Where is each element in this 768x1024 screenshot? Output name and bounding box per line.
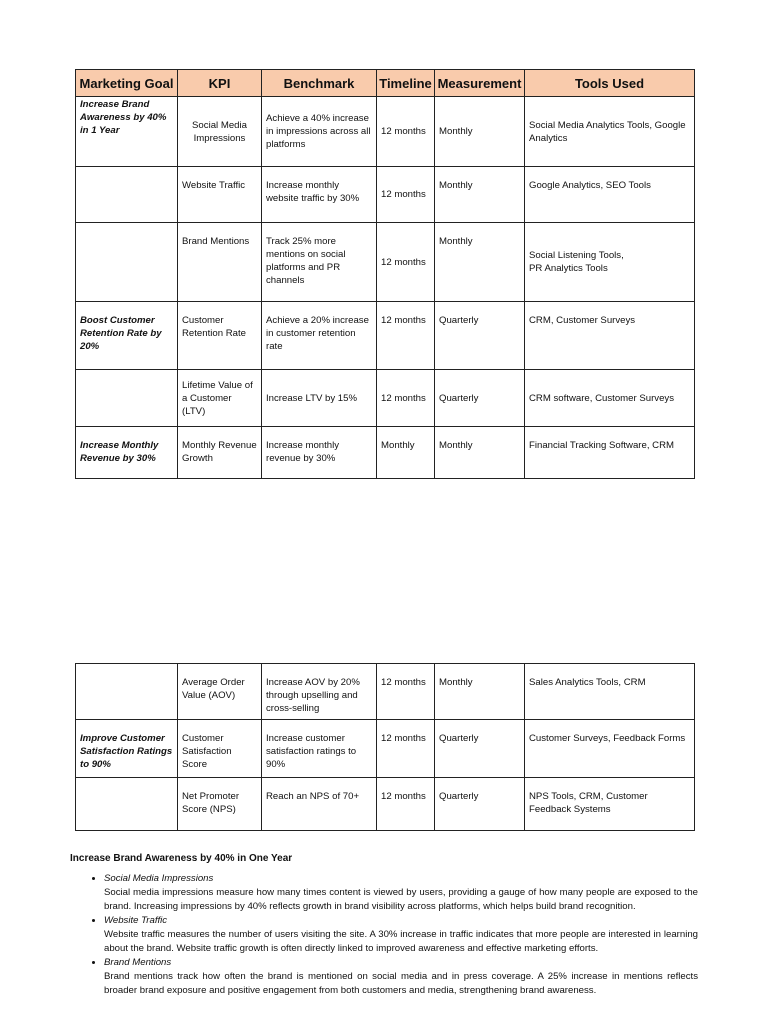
tools-cell: Customer Surveys, Feedback Forms bbox=[525, 720, 695, 778]
timeline-cell: 12 months bbox=[377, 302, 435, 370]
kpi-cell: Monthly Revenue Growth bbox=[178, 427, 262, 479]
notes-heading: Increase Brand Awareness by 40% in One Year bbox=[70, 853, 293, 864]
list-item bbox=[104, 956, 698, 998]
benchmark-cell: Reach an NPS of 70+ bbox=[262, 778, 377, 831]
tools-cell: Google Analytics, SEO Tools bbox=[525, 167, 695, 223]
header-timeline: Timeline bbox=[377, 70, 435, 97]
measurement-cell: Monthly bbox=[435, 427, 525, 479]
kpi-cell: Social Media Impressions bbox=[178, 97, 262, 167]
tools-cell: Sales Analytics Tools, CRM bbox=[525, 664, 695, 720]
benchmark-cell: Increase monthly revenue by 30% bbox=[262, 427, 377, 479]
kpi-cell: Brand Mentions bbox=[178, 223, 262, 302]
tools-cell: Social Listening Tools, PR Analytics Tools bbox=[525, 223, 695, 302]
note-kpi-description: Social media impressions measure how many times content is viewed by users, providing a gauge of how many people are exposed to the brand. Increasing impressions by 40% reflects growth in brand visibility across platforms, which helps build brand recognition. bbox=[104, 887, 698, 912]
goal-cell bbox=[76, 664, 178, 720]
note-kpi-description: Brand mentions track how often the brand is mentioned on social media and in press coverage. A 25% increase in mentions reflects broader brand exposure and positive engagement from both customers and media, strengthening brand awareness. bbox=[104, 971, 698, 996]
table-row bbox=[76, 167, 695, 223]
measurement-cell: Monthly bbox=[435, 97, 525, 167]
table-row bbox=[76, 223, 695, 302]
kpi-cell: Website Traffic bbox=[178, 167, 262, 223]
kpi-notes-section bbox=[70, 852, 698, 998]
note-kpi-description: Website traffic measures the number of users visiting the site. A 30% increase in traffic indicates that more people are interested in learning about the brand. Website traffic growth is often directly linked to improved awareness and effective marketing efforts. bbox=[104, 929, 698, 954]
tools-cell: Social Media Analytics Tools, Google Analytics bbox=[525, 97, 695, 167]
table-row bbox=[76, 370, 695, 427]
goal-cell bbox=[76, 370, 178, 427]
tools-cell: NPS Tools, CRM, Customer Feedback Systems bbox=[525, 778, 695, 831]
benchmark-cell: Increase monthly website traffic by 30% bbox=[262, 167, 377, 223]
header-tools-used: Tools Used bbox=[525, 70, 695, 97]
header-kpi: KPI bbox=[178, 70, 262, 97]
benchmark-cell: Increase LTV by 15% bbox=[262, 370, 377, 427]
tools-cell: CRM, Customer Surveys bbox=[525, 302, 695, 370]
benchmark-cell: Increase customer satisfaction ratings to 90% bbox=[262, 720, 377, 778]
timeline-cell: 12 months bbox=[377, 778, 435, 831]
timeline-cell: 12 months bbox=[377, 97, 435, 167]
tools-cell: Financial Tracking Software, CRM bbox=[525, 427, 695, 479]
table-row bbox=[76, 302, 695, 370]
header-measurement: Measurement bbox=[435, 70, 525, 97]
table-row bbox=[76, 97, 695, 167]
list-item bbox=[104, 914, 698, 956]
header-benchmark: Benchmark bbox=[262, 70, 377, 97]
goal-cell: Increase Brand Awareness by 40% in 1 Year bbox=[76, 97, 178, 167]
kpi-cell: Customer Satisfaction Score bbox=[178, 720, 262, 778]
goal-cell bbox=[76, 223, 178, 302]
tools-cell: CRM software, Customer Surveys bbox=[525, 370, 695, 427]
note-kpi-name: • Brand Mentions bbox=[104, 957, 172, 968]
measurement-cell: Monthly bbox=[435, 664, 525, 720]
benchmark-cell: Achieve a 40% increase in impressions across all platforms bbox=[262, 97, 377, 167]
header-marketing-goal: Marketing Goal bbox=[76, 70, 178, 97]
measurement-cell: Quarterly bbox=[435, 302, 525, 370]
goal-cell: Increase Monthly Revenue by 30% bbox=[76, 427, 178, 479]
kpi-table-continued bbox=[75, 663, 695, 831]
goal-cell bbox=[76, 167, 178, 223]
timeline-cell: 12 months bbox=[377, 223, 435, 302]
table-header-row bbox=[76, 70, 695, 97]
table-row bbox=[76, 778, 695, 831]
measurement-cell: Quarterly bbox=[435, 720, 525, 778]
timeline-cell: 12 months bbox=[377, 720, 435, 778]
table-row bbox=[76, 427, 695, 479]
benchmark-cell: Achieve a 20% increase in customer retention rate bbox=[262, 302, 377, 370]
measurement-cell: Quarterly bbox=[435, 778, 525, 831]
kpi-cell: Lifetime Value of a Customer (LTV) bbox=[178, 370, 262, 427]
goal-cell: Improve Customer Satisfaction Ratings to 90% bbox=[76, 720, 178, 778]
benchmark-cell: Track 25% more mentions on social platforms and PR channels bbox=[262, 223, 377, 302]
benchmark-cell: Increase AOV by 20% through upselling and cross-selling bbox=[262, 664, 377, 720]
kpi-cell: Customer Retention Rate bbox=[178, 302, 262, 370]
list-item bbox=[104, 872, 698, 914]
table-row bbox=[76, 720, 695, 778]
note-kpi-name: • Social Media Impressions bbox=[104, 873, 214, 884]
timeline-cell: Monthly bbox=[377, 427, 435, 479]
timeline-cell: 12 months bbox=[377, 370, 435, 427]
timeline-cell: 12 months bbox=[377, 664, 435, 720]
kpi-cell: Net Promoter Score (NPS) bbox=[178, 778, 262, 831]
kpi-cell: Average Order Value (AOV) bbox=[178, 664, 262, 720]
measurement-cell: Monthly bbox=[435, 167, 525, 223]
goal-cell bbox=[76, 778, 178, 831]
table-row bbox=[76, 664, 695, 720]
goal-cell: Boost Customer Retention Rate by 20% bbox=[76, 302, 178, 370]
notes-list bbox=[70, 872, 698, 998]
measurement-cell: Monthly bbox=[435, 223, 525, 302]
measurement-cell: Quarterly bbox=[435, 370, 525, 427]
note-kpi-name: • Website Traffic bbox=[104, 915, 168, 926]
timeline-cell: 12 months bbox=[377, 167, 435, 223]
kpi-table-top bbox=[75, 69, 695, 479]
